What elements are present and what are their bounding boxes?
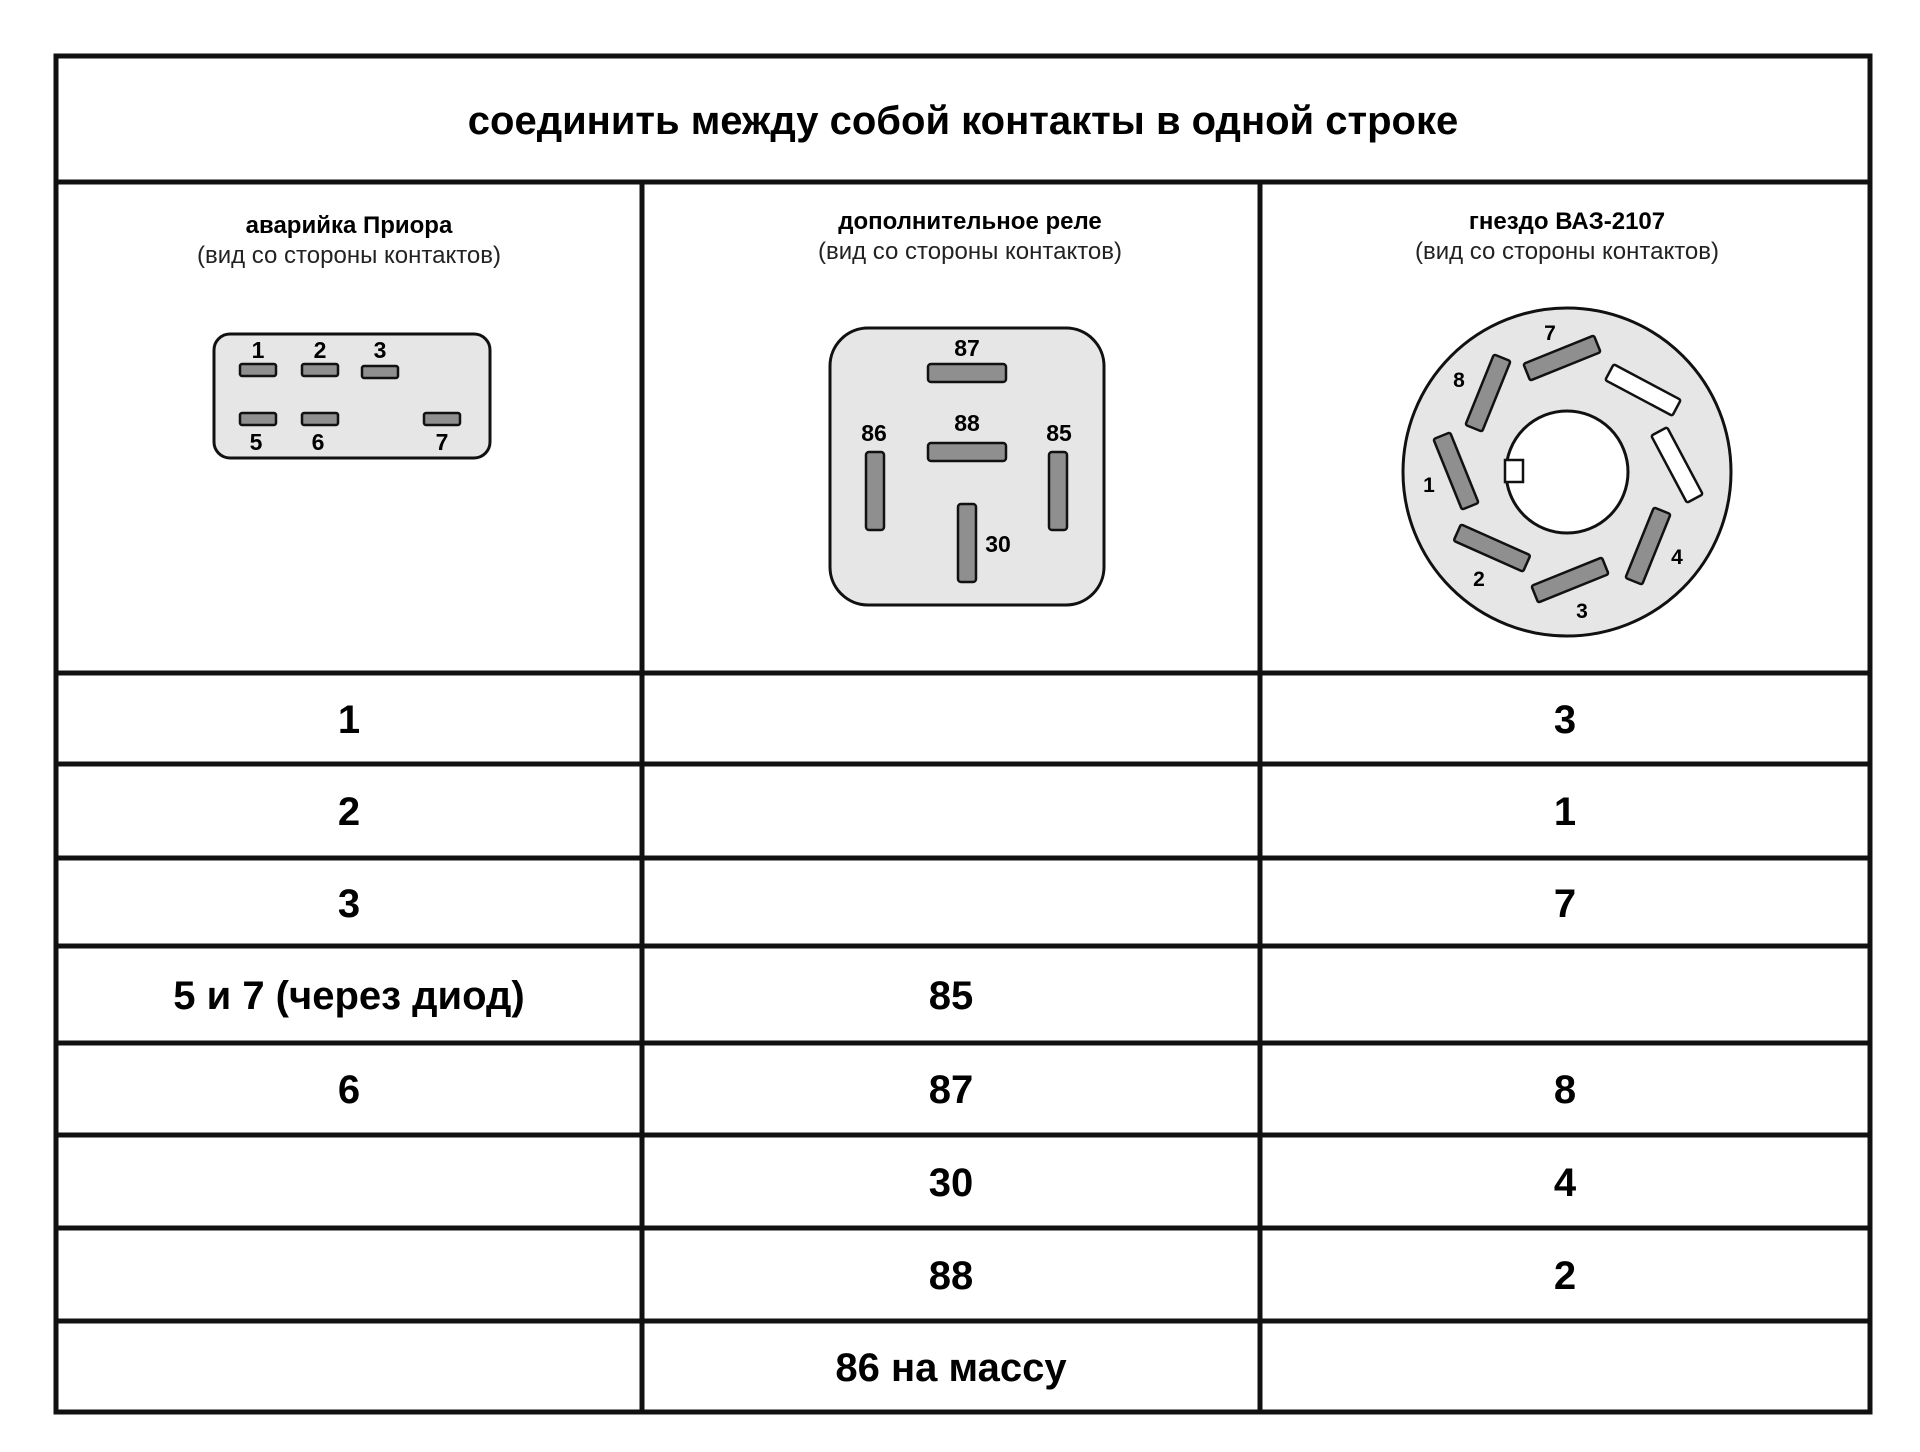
relay-pin: [928, 443, 1006, 461]
table-row: [929, 1254, 1576, 1298]
priora-pin-label: 3: [373, 337, 387, 363]
vaz-socket-key: [1505, 460, 1523, 482]
priora-pin: [302, 364, 338, 376]
column-header-vaz: гнездо ВАЗ-2107: [1468, 208, 1666, 235]
priora-pin-label: 2: [313, 337, 327, 363]
vaz-pin-label: 2: [1473, 568, 1485, 591]
vaz-pin-label: 8: [1453, 369, 1465, 392]
relay-connector-drawing: [830, 328, 1104, 605]
table-cell: 30: [928, 1161, 974, 1205]
priora-pin-label: 7: [435, 429, 449, 455]
priora-pin: [240, 413, 276, 425]
column-header-relay: дополнительное реле: [838, 208, 1102, 235]
priora-pin-label: 1: [251, 337, 265, 363]
vaz-pin-label: 4: [1671, 546, 1683, 569]
table-cell: 1: [1553, 790, 1577, 834]
table-cell: 8: [1553, 1068, 1577, 1112]
table-cell: 4: [1553, 1161, 1577, 1205]
table-row: [929, 1161, 1577, 1205]
table-cell: 88: [928, 1254, 974, 1298]
column-subtitle-relay: (вид со стороны контактов): [817, 238, 1123, 265]
table-cell: 1: [337, 698, 361, 742]
table-cell: 3: [1553, 698, 1577, 742]
table-row: [173, 974, 973, 1018]
priora-pin-label: 5: [249, 429, 263, 455]
priora-pin: [362, 366, 398, 378]
column-subtitle-priora: (вид со стороны контактов): [196, 242, 502, 269]
priora-pin: [302, 413, 338, 425]
priora-pin: [424, 413, 460, 425]
table-cell: 87: [928, 1068, 974, 1112]
vaz-socket-drawing: [1403, 308, 1731, 636]
column-subtitle-vaz: (вид со стороны контактов): [1414, 238, 1720, 265]
relay-pin: [1049, 452, 1067, 530]
column-header-priora: аварийка Приора: [245, 212, 453, 239]
priora-pin-label: 6: [311, 429, 325, 455]
table-title: соединить между собой контакты в одной строке: [467, 99, 1459, 143]
relay-pin-label: 88: [954, 410, 980, 436]
relay-pin-label: 85: [1046, 420, 1072, 446]
vaz-socket-center: [1506, 411, 1628, 533]
relay-pin-label: 86: [861, 420, 887, 446]
table-row: [338, 882, 1576, 926]
table-row: [835, 1346, 1067, 1390]
table-cell: 2: [1553, 1254, 1577, 1298]
vaz-pin-label: 3: [1576, 600, 1588, 623]
table-cell: 5 и 7 (через диод): [173, 974, 525, 1018]
priora-pin: [240, 364, 276, 376]
table-row: [338, 1068, 1576, 1112]
vaz-pin-label: 1: [1423, 474, 1435, 497]
relay-pin: [866, 452, 884, 530]
relay-pin-label: 87: [954, 335, 980, 361]
vaz-pin-label: 7: [1544, 322, 1556, 345]
table-row: [338, 790, 1576, 834]
table-cell: 86 на массу: [835, 1346, 1067, 1390]
table-cell: 85: [928, 974, 974, 1018]
table-cell: 2: [337, 790, 361, 834]
table-cell: 7: [1553, 882, 1577, 926]
table-cell: 3: [337, 882, 361, 926]
table-cell: 6: [337, 1068, 361, 1112]
table-row: [338, 698, 1576, 742]
priora-connector-drawing: [214, 334, 490, 458]
relay-pin-label: 30: [985, 531, 1011, 557]
relay-pin: [928, 364, 1006, 382]
relay-pin: [958, 504, 976, 582]
